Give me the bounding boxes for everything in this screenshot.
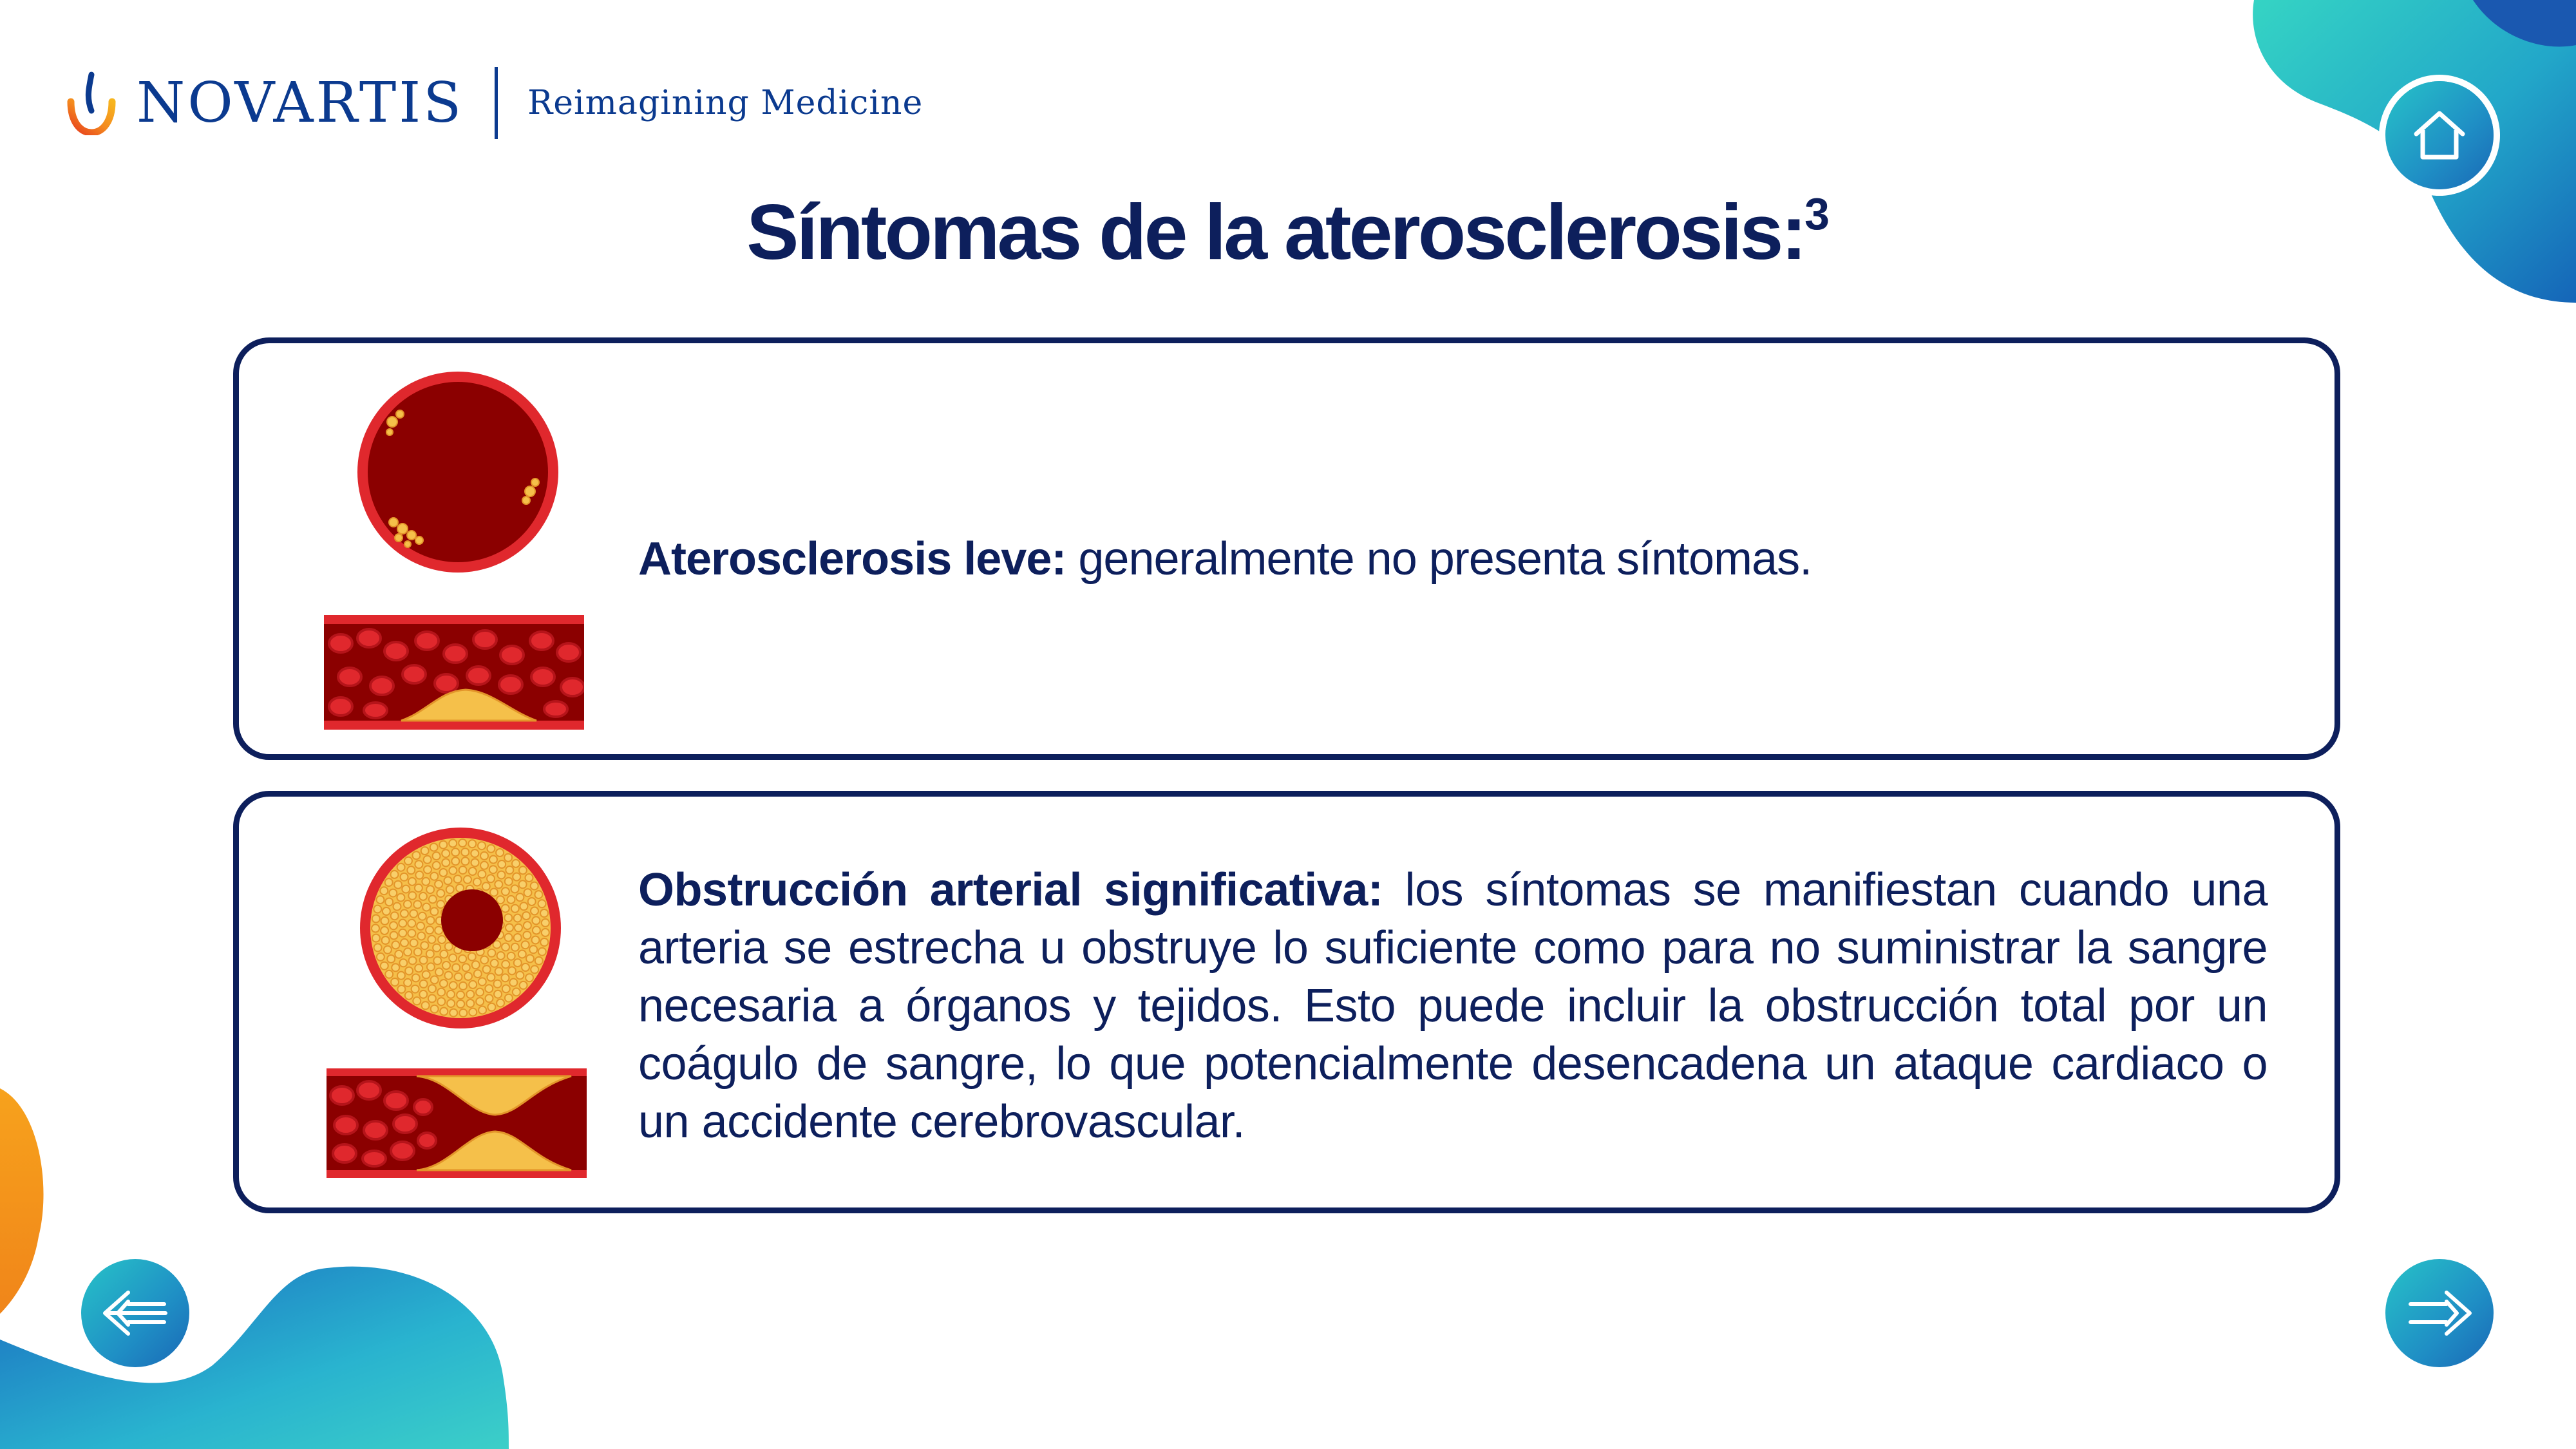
- artery-cross-section-obstructed-icon: [357, 825, 564, 1031]
- brand-logo: [64, 64, 923, 142]
- arrow-left-icon: [100, 1287, 171, 1339]
- card-significant-heading: Obstrucción arterial significativa:: [638, 864, 1383, 916]
- home-button[interactable]: [2385, 81, 2494, 189]
- card-mild-body: generalmente no presenta síntomas.: [1066, 533, 1812, 585]
- previous-button[interactable]: [81, 1259, 189, 1367]
- brand-tagline: Reimagining Medicine: [527, 84, 923, 122]
- logo-divider: [495, 67, 498, 139]
- card-significant-text: [638, 861, 2268, 1151]
- novartis-flame-icon: [64, 71, 118, 135]
- next-button[interactable]: [2385, 1259, 2494, 1367]
- artery-cross-section-mild-icon: [355, 369, 561, 575]
- blood-vessel-obstructed-icon: [327, 1068, 587, 1178]
- card-mild-heading: Aterosclerosis leve:: [638, 533, 1066, 585]
- card-significant-body: los síntomas se manifiestan cuando una arteria se estrecha u obstruye lo suficiente como para no suministrar la sangre necesaria a órganos y tejidos. Esto puede incluir la obstrucción total por un coágulo de sangre, lo que potencialmente desencadena un ataque cardiaco o un accidente cerebrovascular.: [638, 864, 2268, 1148]
- symptom-card-significant: [233, 791, 2340, 1213]
- page-title: [0, 187, 2576, 277]
- home-icon: [2407, 103, 2472, 167]
- reference-superscript: 3: [1804, 189, 1830, 239]
- card-mild-text: [638, 530, 2268, 588]
- brand-name: NOVARTIS: [137, 71, 464, 135]
- page-title-text: Síntomas de la aterosclerosis:: [746, 188, 1804, 276]
- arrow-right-icon: [2404, 1287, 2475, 1339]
- symptom-card-mild: [233, 337, 2340, 760]
- blood-vessel-mild-icon: [324, 615, 584, 730]
